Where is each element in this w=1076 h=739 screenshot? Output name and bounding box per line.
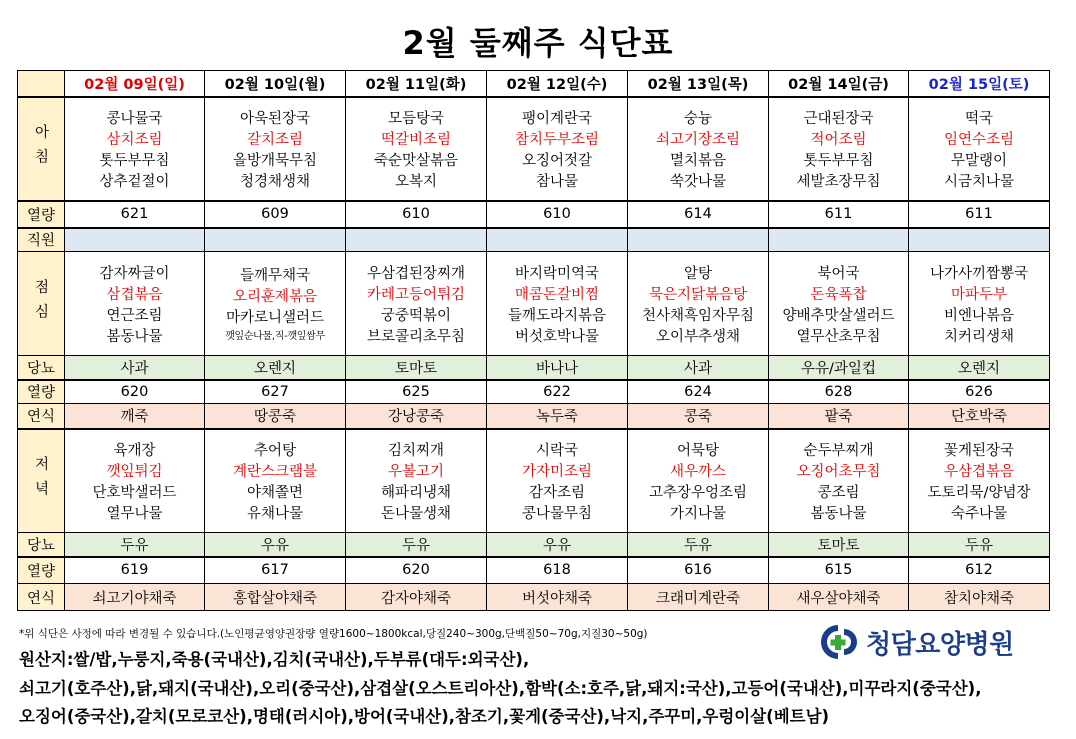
menu-item: 버섯호박나물 xyxy=(514,328,600,345)
dinner-diabetic-value: 우유 xyxy=(260,537,289,554)
menu-item: 우볼고기 xyxy=(387,463,445,480)
breakfast-kcal-cell-5 xyxy=(769,201,909,228)
menu-item: 돈육폭찹 xyxy=(810,286,867,303)
hospital-name: 청담요양병원 xyxy=(866,629,1014,660)
origin-line-2: 쇠고기(호주산),닭,돼지(국내산),오리(중국산),삼겹살(오스트리아산),함박(소:호주,닭,돼지:국산),고등어(국내산),미꾸라지(중국산), xyxy=(19,679,982,698)
row-label: 연식 xyxy=(26,590,55,607)
breakfast-kcal-value: 610 xyxy=(543,206,571,222)
dinner-diabetic-cell-1 xyxy=(205,533,346,557)
menu-item: 카레고등어튀김 xyxy=(366,286,466,303)
day-header-0 xyxy=(65,71,205,97)
menu-item: 갈치조림 xyxy=(246,131,304,148)
dinner-kcal-label xyxy=(18,557,65,584)
menu-item: 무말랭이 xyxy=(950,152,1008,169)
staff-cell-6 xyxy=(909,228,1050,252)
menu-item: 알탕 xyxy=(683,265,712,282)
dinner-kcal-cell-4 xyxy=(628,557,769,584)
lunch-porridge-value: 깨죽 xyxy=(120,409,149,426)
day-header-3 xyxy=(487,71,628,97)
menu-item: 근대된장국 xyxy=(803,110,874,127)
menu-item: 시락국 xyxy=(535,442,579,459)
lunch-kcal-label xyxy=(18,380,65,404)
menu-item: 세발초장무침 xyxy=(796,173,881,190)
meal-label: 점심 xyxy=(32,279,49,328)
breakfast-cell-5 xyxy=(769,97,909,201)
dinner-diabetic-value: 두유 xyxy=(964,537,993,554)
menu-item: 봄동나물 xyxy=(106,328,163,345)
lunch-porridge-cell-0 xyxy=(65,404,205,429)
dinner-diabetic-label xyxy=(18,533,65,557)
menu-item: 오리훈제볶음 xyxy=(232,289,318,305)
dinner-kcal-value: 619 xyxy=(120,562,149,579)
row-label: 직원 xyxy=(26,233,55,250)
lunch-diabetic-cell-1 xyxy=(205,356,346,380)
menu-item: 북어국 xyxy=(817,265,860,282)
menu-item: 마카로니샐러드 xyxy=(225,310,325,326)
breakfast-kcal-cell-0 xyxy=(65,201,205,228)
lunch-diabetic-cell-4 xyxy=(628,356,769,380)
menu-item: 팽이계란국 xyxy=(521,110,593,127)
row-label: 당뇨 xyxy=(26,537,55,554)
day-header-2 xyxy=(346,71,487,97)
lunch-porridge-value: 팥죽 xyxy=(824,409,853,426)
dinner-porridge-cell-3 xyxy=(487,584,628,611)
lunch-cell-1 xyxy=(205,252,346,356)
lunch-porridge-cell-3 xyxy=(487,404,628,429)
menu-item: 참치두부조림 xyxy=(514,131,600,148)
menu-item: 오이부추생채 xyxy=(655,328,741,345)
menu-item: 들깨무채국 xyxy=(239,268,311,284)
row-label: 열량 xyxy=(26,563,55,580)
menu-item: 톳두부무침 xyxy=(99,152,170,169)
menu-table xyxy=(17,70,1050,611)
menu-item: 멸치볶음 xyxy=(669,152,727,169)
menu-item: 숙주나물 xyxy=(950,505,1008,522)
lunch-kcal-cell-1 xyxy=(205,380,346,404)
header-corner xyxy=(18,71,65,97)
lunch-cell-4 xyxy=(628,252,769,356)
lunch-kcal-value: 627 xyxy=(261,383,289,400)
menu-item: 단호박샐러드 xyxy=(92,484,177,501)
menu-item: 계란스크램블 xyxy=(232,463,318,480)
menu-item: 어묵탕 xyxy=(676,442,720,459)
lunch-kcal-cell-3 xyxy=(487,380,628,404)
breakfast-kcal-cell-4 xyxy=(628,201,769,228)
menu-item: 도토리묵/양념장 xyxy=(927,484,1031,501)
menu-item: 청경채생채 xyxy=(239,173,311,190)
lunch-diabetic-cell-5 xyxy=(769,356,909,380)
lunch-diabetic-value: 오렌지 xyxy=(253,360,297,377)
day-header-4 xyxy=(628,71,769,97)
menu-item: 깻잎튀김 xyxy=(106,463,163,480)
menu-item: 연근조림 xyxy=(106,307,163,324)
staff-cell-5 xyxy=(769,228,909,252)
menu-item: 떡국 xyxy=(964,110,993,127)
dinner-porridge-value: 쇠고기야채죽 xyxy=(92,590,177,607)
dinner-diabetic-value: 두유 xyxy=(120,537,149,554)
menu-item: 매콤돈갈비찜 xyxy=(514,286,600,303)
row-label: 열량 xyxy=(26,385,55,402)
menu-item: 열무나물 xyxy=(106,505,163,522)
menu-item: 시금치나물 xyxy=(943,173,1015,190)
dinner-diabetic-value: 우유 xyxy=(542,537,571,554)
dinner-porridge-value: 크래미계란죽 xyxy=(655,590,741,607)
day-header-5 xyxy=(769,71,909,97)
menu-item: 우삼겹볶음 xyxy=(943,463,1015,480)
meal-label-breakfast xyxy=(18,97,65,201)
dinner-kcal-cell-0 xyxy=(65,557,205,584)
day-header-6 xyxy=(909,71,1050,97)
lunch-porridge-cell-2 xyxy=(346,404,487,429)
menu-item: 순두부찌개 xyxy=(803,442,874,459)
lunch-diabetic-value: 바나나 xyxy=(535,360,579,377)
day-label: 02월 15일(토) xyxy=(928,76,1030,93)
nutrition-note: *위 식단은 사정에 따라 변경될 수 있습니다.(노인평균영양권장량 열량1600~1800kcal,당질240~300g,단백질50~70g,지질30~50g) xyxy=(19,628,648,640)
breakfast-cell-2 xyxy=(346,97,487,201)
dinner-porridge-cell-4 xyxy=(628,584,769,611)
lunch-porridge-cell-4 xyxy=(628,404,769,429)
menu-item: 우삼겹된장찌개 xyxy=(366,265,466,282)
menu-item: 가지나물 xyxy=(669,505,727,522)
staff-cell-1 xyxy=(205,228,346,252)
menu-item: 떡갈비조림 xyxy=(380,131,452,148)
lunch-cell-3 xyxy=(487,252,628,356)
dinner-diabetic-cell-5 xyxy=(769,533,909,557)
lunch-porridge-value: 녹두죽 xyxy=(535,409,579,426)
dinner-porridge-value: 새우살야채죽 xyxy=(796,590,881,607)
day-label: 02월 14일(금) xyxy=(788,76,889,93)
menu-item: 돈나물생채 xyxy=(380,505,452,522)
menu-item: 임연수조림 xyxy=(943,131,1015,148)
lunch-diabetic-value: 토마토 xyxy=(394,360,438,377)
dinner-porridge-cell-2 xyxy=(346,584,487,611)
day-label: 02월 12일(수) xyxy=(506,76,608,93)
menu-item: 육개장 xyxy=(113,442,156,459)
staff-cell-4 xyxy=(628,228,769,252)
menu-item: 묵은지닭볶음탕 xyxy=(648,286,748,303)
dinner-cell-0 xyxy=(65,429,205,533)
day-label: 02월 09일(일) xyxy=(84,76,185,93)
lunch-kcal-cell-6 xyxy=(909,380,1050,404)
dinner-cell-3 xyxy=(487,429,628,533)
staff-cell-0 xyxy=(65,228,205,252)
breakfast-kcal-value: 611 xyxy=(824,206,853,222)
lunch-porridge-label xyxy=(18,404,65,429)
menu-item: 김치찌개 xyxy=(387,442,445,459)
breakfast-kcal-value: 609 xyxy=(261,206,289,222)
staff-cell-2 xyxy=(346,228,487,252)
lunch-diabetic-label xyxy=(18,356,65,380)
dinner-diabetic-cell-6 xyxy=(909,533,1050,557)
meal-label: 아침 xyxy=(32,124,49,173)
lunch-cell-0 xyxy=(65,252,205,356)
menu-item: 오징어젓갈 xyxy=(521,152,593,169)
lunch-porridge-value: 땅콩죽 xyxy=(253,409,297,426)
dinner-porridge-value: 감자야채죽 xyxy=(380,590,452,607)
menu-item: 모듬탕국 xyxy=(387,110,445,127)
menu-item: 삼겹볶음 xyxy=(106,286,163,303)
lunch-diabetic-cell-0 xyxy=(65,356,205,380)
breakfast-cell-6 xyxy=(909,97,1050,201)
lunch-cell-5 xyxy=(769,252,909,356)
row-label: 열량 xyxy=(26,207,55,224)
lunch-diabetic-cell-6 xyxy=(909,356,1050,380)
lunch-kcal-value: 624 xyxy=(684,383,712,400)
dinner-cell-1 xyxy=(205,429,346,533)
dinner-diabetic-cell-0 xyxy=(65,533,205,557)
menu-item: 야채쫄면 xyxy=(246,484,304,501)
dinner-porridge-cell-6 xyxy=(909,584,1050,611)
menu-item: 깻잎순나물,직-깻잎쌈무 xyxy=(225,331,325,342)
dinner-diabetic-value: 토마토 xyxy=(817,537,860,554)
menu-item: 들깨도라지볶음 xyxy=(507,307,607,324)
dinner-kcal-cell-3 xyxy=(487,557,628,584)
menu-item: 쑥갓나물 xyxy=(669,173,727,190)
menu-item: 쇠고기장조림 xyxy=(655,131,741,148)
lunch-diabetic-value: 우유/과일컵 xyxy=(801,360,876,377)
day-label: 02월 11일(화) xyxy=(365,76,467,93)
menu-item: 비엔나볶음 xyxy=(943,307,1015,324)
menu-item: 오징어초무침 xyxy=(796,463,881,480)
menu-item: 죽순맛살볶음 xyxy=(373,152,459,169)
breakfast-cell-4 xyxy=(628,97,769,201)
menu-item: 아욱된장국 xyxy=(239,110,311,127)
dinner-kcal-cell-5 xyxy=(769,557,909,584)
day-label: 02월 13일(목) xyxy=(647,76,749,93)
dinner-porridge-value: 홍합살야채죽 xyxy=(232,590,318,607)
staff-cell-3 xyxy=(487,228,628,252)
breakfast-kcal-cell-3 xyxy=(487,201,628,228)
dinner-porridge-cell-0 xyxy=(65,584,205,611)
lunch-cell-2 xyxy=(346,252,487,356)
dinner-porridge-cell-1 xyxy=(205,584,346,611)
menu-item: 콩조림 xyxy=(817,484,860,501)
lunch-kcal-value: 626 xyxy=(965,383,993,400)
dinner-kcal-cell-6 xyxy=(909,557,1050,584)
menu-item: 상추겉절이 xyxy=(99,173,170,190)
dinner-kcal-cell-2 xyxy=(346,557,487,584)
menu-item: 참나물 xyxy=(535,173,579,190)
origin-line-3: 오징어(중국산),갈치(모로코산),명태(러시아),방어(국내산),참조기,꽃게(중국산),낙지,주꾸미,우렁이살(베트남) xyxy=(19,707,830,726)
menu-item: 양배추맛살샐러드 xyxy=(782,307,895,324)
dinner-porridge-label xyxy=(18,584,65,611)
dinner-kcal-value: 620 xyxy=(402,562,430,579)
lunch-kcal-value: 622 xyxy=(543,383,571,400)
menu-item: 마파두부 xyxy=(950,286,1008,303)
lunch-porridge-cell-6 xyxy=(909,404,1050,429)
lunch-kcal-cell-5 xyxy=(769,380,909,404)
menu-item: 감자조림 xyxy=(528,484,586,501)
breakfast-kcal-label xyxy=(18,201,65,228)
dinner-cell-4 xyxy=(628,429,769,533)
dinner-diabetic-cell-4 xyxy=(628,533,769,557)
menu-item: 가자미조림 xyxy=(521,463,593,480)
menu-item: 유채나물 xyxy=(246,505,304,522)
staff-label xyxy=(18,228,65,252)
dinner-kcal-value: 616 xyxy=(684,562,712,579)
dinner-kcal-cell-1 xyxy=(205,557,346,584)
cross-cd-logo-icon xyxy=(816,625,860,659)
menu-item: 봄동나물 xyxy=(810,505,867,522)
lunch-porridge-cell-1 xyxy=(205,404,346,429)
lunch-kcal-cell-4 xyxy=(628,380,769,404)
menu-item: 감자짜글이 xyxy=(99,265,170,282)
lunch-diabetic-value: 오렌지 xyxy=(957,360,1001,377)
lunch-porridge-value: 콩죽 xyxy=(683,409,712,426)
page-title: 2월 둘째주 식단표 xyxy=(402,24,674,62)
dinner-cell-2 xyxy=(346,429,487,533)
breakfast-cell-0 xyxy=(65,97,205,201)
menu-item: 천사채흑임자무침 xyxy=(641,307,755,324)
dinner-diabetic-value: 두유 xyxy=(683,537,712,554)
lunch-diabetic-value: 사과 xyxy=(683,360,712,377)
breakfast-kcal-value: 611 xyxy=(965,206,993,222)
menu-item: 나가사끼짬뽕국 xyxy=(929,265,1029,282)
lunch-cell-6 xyxy=(909,252,1050,356)
menu-item: 고추장우엉조림 xyxy=(648,484,748,501)
dinner-diabetic-value: 두유 xyxy=(401,537,430,554)
meal-label-lunch xyxy=(18,252,65,356)
breakfast-kcal-value: 621 xyxy=(120,206,149,222)
menu-item: 열무산초무침 xyxy=(796,328,881,345)
dinner-cell-6 xyxy=(909,429,1050,533)
breakfast-kcal-cell-2 xyxy=(346,201,487,228)
menu-item: 바지락미역국 xyxy=(514,265,600,282)
breakfast-kcal-value: 614 xyxy=(684,206,712,222)
dinner-cell-5 xyxy=(769,429,909,533)
meal-label-dinner xyxy=(18,429,65,533)
hospital-logo xyxy=(816,622,1014,662)
row-label: 연식 xyxy=(26,409,55,426)
dinner-porridge-cell-5 xyxy=(769,584,909,611)
menu-item: 새우까스 xyxy=(669,463,727,480)
lunch-porridge-value: 단호박죽 xyxy=(950,409,1008,426)
lunch-kcal-cell-2 xyxy=(346,380,487,404)
lunch-porridge-value: 강낭콩죽 xyxy=(387,409,445,426)
menu-item: 추어탕 xyxy=(253,442,297,459)
dinner-kcal-value: 618 xyxy=(543,562,571,579)
lunch-diabetic-cell-3 xyxy=(487,356,628,380)
day-header-1 xyxy=(205,71,346,97)
menu-item: 브로콜리초무침 xyxy=(366,328,466,345)
menu-item: 삼치조림 xyxy=(106,131,163,148)
lunch-kcal-cell-0 xyxy=(65,380,205,404)
menu-item: 콩나물국 xyxy=(106,110,163,127)
breakfast-cell-3 xyxy=(487,97,628,201)
menu-item: 숭늉 xyxy=(683,110,712,127)
menu-item: 해파리냉채 xyxy=(380,484,452,501)
lunch-kcal-value: 628 xyxy=(824,383,853,400)
menu-item: 궁중떡볶이 xyxy=(380,307,452,324)
meal-label: 저녁 xyxy=(32,456,49,506)
dinner-porridge-value: 버섯야채죽 xyxy=(521,590,593,607)
row-label: 당뇨 xyxy=(26,360,55,377)
lunch-porridge-cell-5 xyxy=(769,404,909,429)
dinner-diabetic-cell-3 xyxy=(487,533,628,557)
origin-line-1: 원산지:쌀/밥,누룽지,죽용(국내산),김치(국내산),두부류(대두:외국산), xyxy=(19,650,530,669)
breakfast-kcal-value: 610 xyxy=(402,206,430,222)
dinner-kcal-value: 615 xyxy=(824,562,853,579)
menu-item: 꽃게된장국 xyxy=(943,442,1015,459)
dinner-porridge-value: 참치야채죽 xyxy=(943,590,1015,607)
dinner-kcal-value: 612 xyxy=(965,562,993,579)
breakfast-kcal-cell-6 xyxy=(909,201,1050,228)
dinner-kcal-value: 617 xyxy=(261,562,289,579)
lunch-kcal-value: 625 xyxy=(402,383,430,400)
menu-item: 적어조림 xyxy=(810,131,867,148)
dinner-diabetic-cell-2 xyxy=(346,533,487,557)
menu-item: 올방개묵무침 xyxy=(232,152,318,169)
menu-item: 톳두부무침 xyxy=(803,152,874,169)
menu-item: 오복지 xyxy=(394,173,438,190)
lunch-kcal-value: 620 xyxy=(120,383,149,400)
lunch-diabetic-cell-2 xyxy=(346,356,487,380)
menu-item: 치커리생채 xyxy=(943,328,1015,345)
lunch-diabetic-value: 사과 xyxy=(120,360,149,377)
menu-item: 콩나물무침 xyxy=(521,505,593,522)
breakfast-kcal-cell-1 xyxy=(205,201,346,228)
breakfast-cell-1 xyxy=(205,97,346,201)
day-label: 02월 10일(월) xyxy=(224,76,326,93)
